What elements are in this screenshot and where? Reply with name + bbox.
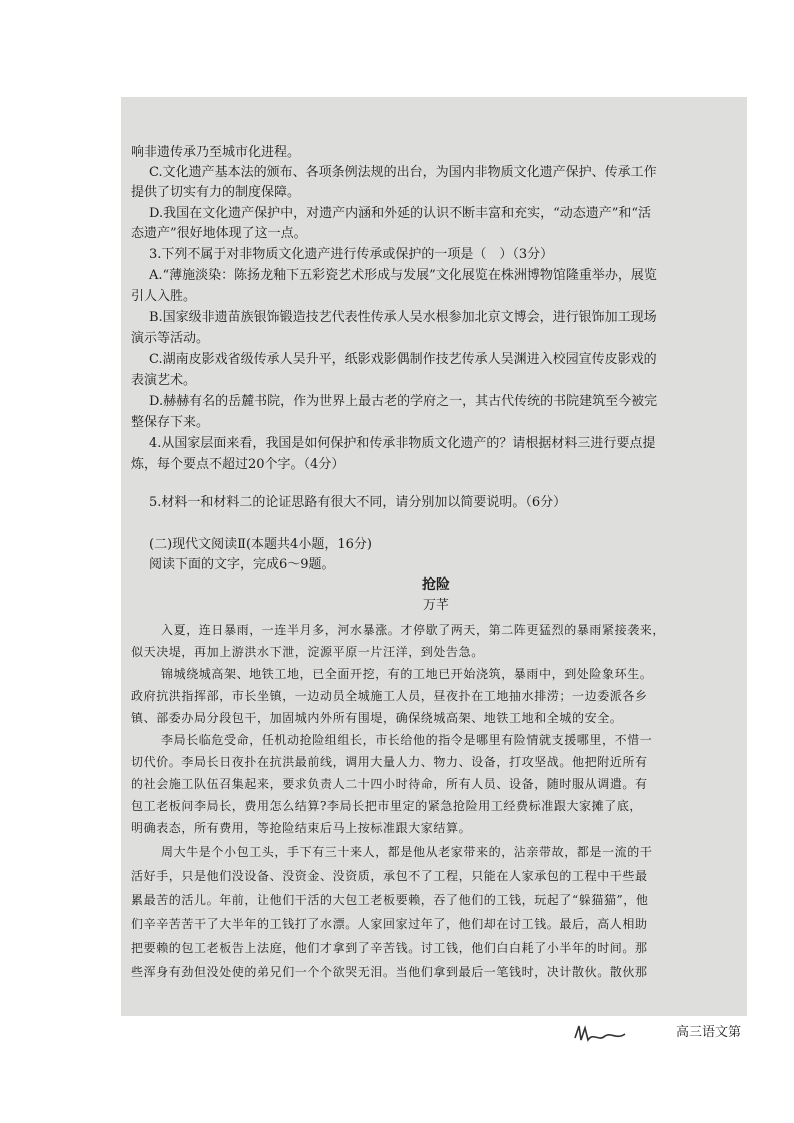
story-line: 似天决堤，再加上游洪水下泄，淀源平原一片汪洋，到处告急。 [131, 645, 484, 659]
story-line: 把要赖的包工老板告上法庭，他们才拿到了辛苦钱。讨工钱，他们白白耗了小半年的时间。那 [131, 941, 648, 955]
story-line: 活好手，只是他们没设备、没资金、没资质，承包不了工程，只能在人家承包的工程中干些最 [131, 869, 648, 883]
story-line: 政府抗洪指挥部，市长坐镇，一边动员全城施工人员，昼夜扑在工地抽水排涝；一边委派各乡 [131, 689, 648, 703]
text-line: 态遗产”很好地体现了这一点。 [131, 226, 307, 241]
text-line: 提供了切实有力的制度保障。 [131, 185, 301, 200]
text-line: 表演艺术。 [131, 373, 197, 388]
option-d: D.赫赫有名的岳麓书院，作为世界上最古老的学府之一，其古代传统的书院建筑至今被完 [149, 394, 658, 409]
option-d: D.我国在文化遗产保护中，对遗产内涵和外延的认识不断丰富和充实，“动态遗产”和“活 [149, 206, 652, 221]
text-line: 炼，每个要点不超过20个字。（4分） [131, 457, 345, 472]
reading-instruction: 阅读下面的文字，完成6～9题。 [149, 557, 335, 572]
option-c: C.文化遗产基本法的颁布、各项条例法规的出台，为国内非物质文化遗产保护、传承工作 [149, 165, 657, 180]
text-line: 整保存下来。 [131, 415, 210, 430]
option-c: C.湖南皮影戏省级传承人吴升平，纸影戏影偶制作技艺传承人吴渊进入校园宣传皮影戏的 [149, 352, 657, 367]
option-b: B.国家级非遗苗族银饰锻造技艺代表性传承人吴水根参加北京文博会，进行银饰加工现场 [149, 310, 657, 325]
handwritten-mark-icon [571, 1018, 631, 1048]
story-line: 镇、部委办局分段包干，加固城内外所有围堤，确保绕城高架、地铁工地和全城的安全。 [131, 711, 623, 725]
story-line: 包工老板问李局长，费用怎么结算?李局长把市里定的紧急抢险用工经费标准跟大家摊了底， [131, 799, 643, 813]
story-line: 周大牛是个小包工头，手下有三十来人，都是他从老家带来的，沾亲带故，都是一流的干 [161, 845, 653, 859]
story-author: 万芊 [422, 598, 449, 613]
text-line: 响非遗传承乃至城市化进程。 [131, 145, 301, 160]
story-line: 入夏，连日暴雨，一连半月多，河水暴涨。才停歇了两天，第二阵更猛烈的暴雨紧接袭来， [161, 623, 666, 637]
story-line: 切代价。李局长日夜扑在抗洪最前线，调用大量人力、物力、设备，打攻坚战。他把附近所有 [131, 755, 648, 769]
page-footer: 高三语文第 [675, 1025, 741, 1040]
text-line: 引人入胜。 [131, 289, 197, 304]
question-4: 4.从国家层面来看，我国是如何保护和传承非物质文化遗产的？请根据材料三进行要点提 [149, 436, 656, 451]
question-5: 5.材料一和材料二的论证思路有很大不同，请分别加以简要说明。（6分） [149, 495, 567, 510]
story-line: 明确表态，所有费用，等抢险结束后马上按标准跟大家结算。 [131, 821, 472, 835]
section-heading: (二)现代文阅读Ⅱ(本题共4小题，16分) [149, 537, 372, 552]
story-line: 锦城绕城高架、地铁工地，已全面开挖，有的工地已开始浇筑，暴雨中，到处险象环生。 [161, 667, 653, 681]
story-title: 抢险 [422, 577, 450, 593]
story-line: 李局长临危受命，任机动抢险组组长，市长给他的指令是哪里有险情就支援哪里，不惜一 [161, 733, 653, 747]
story-line: 累最苦的活儿。年前，让他们干活的大包工老板要赖，吞了他们的工钱，玩起了“躲猫猫”，他 [131, 893, 649, 907]
question-3: 3.下列不属于对非物质文化遗产进行传承或保护的一项是（ ）（3分） [149, 247, 554, 262]
story-line: 的社会施工队伍召集起来，要求负责人二十四小时待命，所有人员、设备，随时服从调遣。有 [131, 777, 648, 791]
document-photo [121, 97, 747, 1040]
option-a: A.“薄施淡染：陈扬龙釉下五彩瓷艺术形成与发展”文化展览在株洲博物馆隆重举办，展览 [149, 268, 657, 283]
story-line: 些浑身有劲但没处使的弟兄们一个个欲哭无泪。当他们拿到最后一笔钱时，决计散伙。散伙那 [131, 965, 648, 979]
story-line: 们辛辛苦苦干了大半年的工钱打了水漂。人家回家过年了，他们却在讨工钱。最后，高人相助 [131, 917, 648, 931]
text-line: 演示等活动。 [131, 331, 210, 346]
